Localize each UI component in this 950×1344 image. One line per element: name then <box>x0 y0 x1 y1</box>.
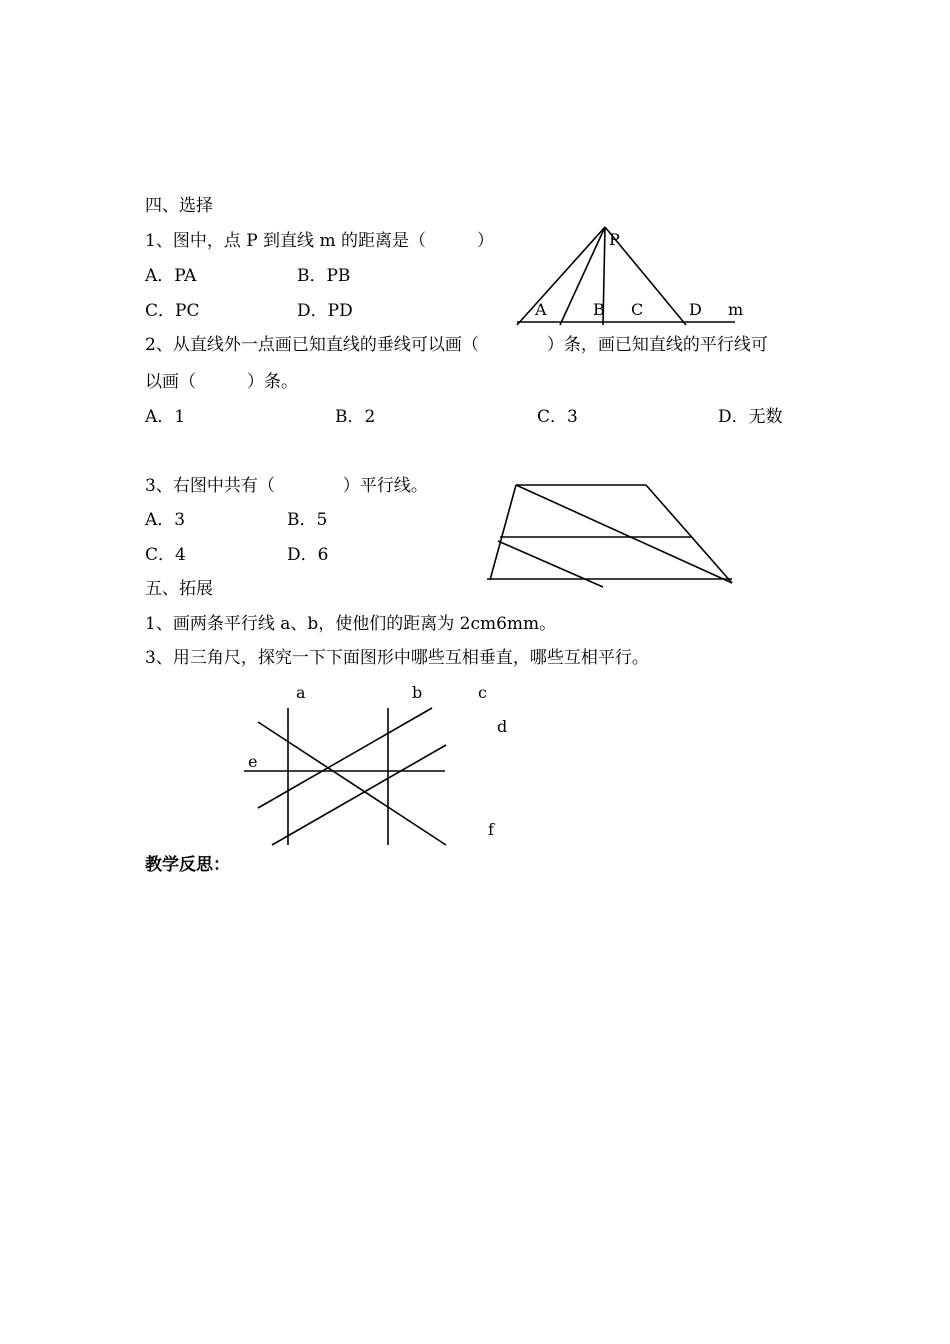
label-line-b: b <box>412 683 423 702</box>
line-f <box>258 722 446 845</box>
line-c <box>258 708 432 808</box>
q2-text-line2: 以画（ ）条。 <box>145 372 298 392</box>
trapezoid-diagonal <box>516 485 732 583</box>
label-c: C <box>631 300 644 319</box>
label-line-f: f <box>488 820 494 839</box>
q1-text: 1、图中，点 P 到直线 m 的距离是（ ） <box>145 231 494 251</box>
q3-text: 3、右图中共有（ ）平行线。 <box>145 476 428 496</box>
line-d <box>272 745 446 845</box>
section5-q1-text: 1、画两条平行线 a、b，使他们的距离为 2cm6mm。 <box>145 614 557 634</box>
lines-figure <box>244 683 507 845</box>
section5-q3-text: 3、用三角尺，探究一下下面图形中哪些互相垂直，哪些互相平行。 <box>145 648 649 668</box>
label-line-d: d <box>497 717 508 736</box>
label-a: A <box>535 300 547 319</box>
distance-figure <box>517 227 743 325</box>
label-m: m <box>728 300 744 319</box>
q2-option-b: B．2 <box>335 407 376 427</box>
label-line-e: e <box>248 752 258 771</box>
trapezoid-left <box>490 485 516 580</box>
q1-option-a: A．PA <box>145 266 197 286</box>
q2-option-c: C．3 <box>537 407 578 427</box>
section5-heading: 五、拓展 <box>145 579 213 599</box>
section4-heading: 四、选择 <box>145 196 213 216</box>
trapezoid-short-line <box>498 541 603 587</box>
label-p: P <box>609 230 620 249</box>
q2-text-line1: 2、从直线外一点画已知直线的垂线可以画（ ）条，画已知直线的平行线可 <box>145 335 768 355</box>
trapezoid-right <box>646 485 732 583</box>
q3-option-a: A．3 <box>145 510 186 530</box>
label-d: D <box>689 300 702 319</box>
q2-option-a: A．1 <box>145 407 186 427</box>
teaching-reflection-label: 教学反思： <box>145 855 230 875</box>
q1-option-c: C．PC <box>145 301 200 321</box>
q3-option-b: B．5 <box>287 510 328 530</box>
label-b: B <box>593 300 605 319</box>
q3-option-d: D．6 <box>287 545 329 565</box>
q3-option-c: C．4 <box>145 545 186 565</box>
trapezoid-figure <box>487 485 732 587</box>
q1-option-b: B．PB <box>297 266 351 286</box>
label-line-a: a <box>296 683 306 702</box>
label-line-c: c <box>478 683 487 702</box>
segment-pa <box>517 227 605 325</box>
q1-option-d: D．PD <box>297 301 353 321</box>
q2-option-d: D．无数 <box>718 407 783 427</box>
